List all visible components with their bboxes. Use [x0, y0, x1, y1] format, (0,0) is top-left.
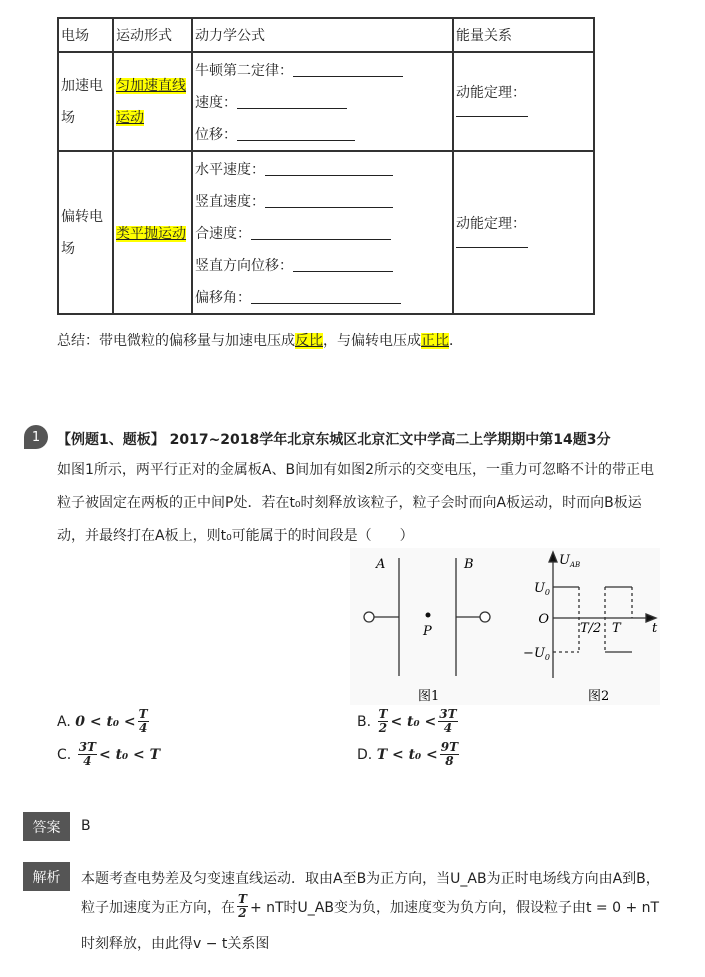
figure-2-caption: 图2 — [588, 689, 610, 704]
half-period-label: T/2 — [580, 621, 602, 636]
blank — [237, 126, 355, 141]
energy-label: 动能定理： — [456, 216, 526, 232]
formula-label: 水平速度： — [195, 161, 265, 178]
t-axis-label: t — [652, 621, 658, 636]
u0-label: $U_0$ — [533, 581, 550, 597]
summary-text: 总结：带电微粒的偏移量与加速电压成反比，与偏转电压成正比． — [57, 333, 463, 349]
origin-label: O — [538, 612, 549, 627]
blank — [265, 161, 393, 176]
blank — [456, 102, 528, 117]
blank — [456, 233, 528, 248]
motion-cell: 类平抛运动 — [116, 225, 186, 242]
header-formula: 动力学公式 — [192, 18, 453, 52]
figures — [350, 548, 660, 705]
blank — [293, 62, 403, 77]
highlight-inverse: 反比 — [295, 333, 323, 349]
field-cell: 偏转电场 — [58, 151, 113, 314]
formula-label: 位移： — [195, 126, 237, 143]
formula-label: 速度： — [195, 94, 237, 111]
period-label: T — [612, 621, 621, 636]
formula-label: 竖直方向位移： — [195, 257, 293, 274]
header-motion: 运动形式 — [113, 18, 192, 52]
analysis-line: 粒子加速度为正方向，在 $\frac{T}{2}$ + nT时U_AB变为负，加速度变为负方向，假设粒子由t = 0 + nT — [81, 892, 660, 920]
blank — [237, 94, 347, 109]
question-line: 动，并最终打在A板上，则t₀可能属于的时间段是（ ） — [57, 528, 414, 544]
y-axis-label: $U_{AB}$ — [559, 553, 581, 569]
figure-2 — [549, 552, 656, 678]
blank — [265, 193, 393, 208]
question-number-badge: 1 — [24, 425, 48, 449]
summary-table — [57, 17, 595, 315]
question-title: 【例题1、题板】 2017~2018学年北京东城区北京汇文中学高二上学期期中第14题3分 — [57, 432, 611, 448]
blank — [293, 257, 393, 272]
figure-1 — [364, 558, 490, 676]
blank — [251, 289, 401, 304]
energy-label: 动能定理： — [456, 85, 526, 101]
plate-a-label: A — [376, 557, 386, 572]
option-d[interactable]: D. T < t₀ < $\frac{9T}{8}$ — [357, 740, 459, 768]
highlight-direct: 正比 — [421, 333, 449, 349]
motion-cell: 匀加速直线运动 — [116, 77, 186, 126]
blank — [251, 225, 391, 240]
answer-value: B — [81, 818, 91, 834]
analysis-line: 时刻释放，由此得v − t关系图 — [81, 936, 270, 952]
formula-label: 合速度： — [195, 225, 251, 242]
header-field: 电场 — [58, 18, 113, 52]
plate-b-label: B — [464, 557, 474, 572]
formula-label: 牛顿第二定律： — [195, 62, 293, 79]
header-energy: 能量关系 — [453, 18, 594, 52]
option-c[interactable]: C. $\frac{3T}{4}$ < t₀ < T — [57, 740, 161, 768]
field-cell: 加速电场 — [58, 52, 113, 151]
neg-u0-label: $-U_0$ — [523, 646, 550, 662]
answer-tag: 答案 — [23, 812, 70, 841]
option-a[interactable]: A. 0 < t₀ < $\frac{T}{4}$ — [57, 707, 148, 735]
question-line: 粒子被固定在两板的正中间P处．若在t₀时刻释放该粒子，粒子会时而向A板运动，时而向B板运 — [57, 495, 642, 511]
analysis-tag: 解析 — [23, 862, 70, 891]
point-p-label: P — [423, 624, 432, 639]
option-b[interactable]: B. $\frac{T}{2}$ < t₀ < $\frac{3T}{4}$ — [357, 707, 457, 735]
question-line: 如图1所示，两平行正对的金属板A、B间加有如图2所示的交变电压，一重力可忽略不计的带正电 — [57, 462, 654, 478]
formula-label: 偏移角： — [195, 289, 251, 306]
analysis-line: 本题考查电势差及匀变速直线运动．取由A至B为正方向，当U_AB为正时电场线方向由A到B， — [81, 871, 660, 887]
figure-1-caption: 图1 — [418, 689, 440, 704]
formula-label: 竖直速度： — [195, 193, 265, 210]
